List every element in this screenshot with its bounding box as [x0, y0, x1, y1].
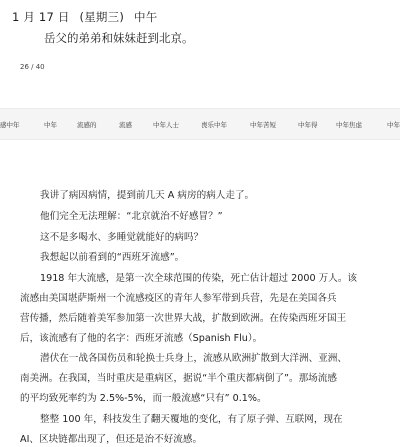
diary-time: 中午 — [134, 10, 158, 24]
article-line: 他们完全无法理解：“北京就治不好感冒？” — [40, 211, 223, 222]
tag-item[interactable]: 中年人士 — [153, 121, 179, 129]
tag-item[interactable]: 流感 — [119, 121, 132, 129]
diary-weekday: (星期三) — [79, 10, 125, 24]
article-line: 整整 100 年，科技发生了翻天覆地的变化，有了原子弹、互联网，现在 — [40, 414, 343, 425]
diary-date-line — [12, 9, 167, 25]
article-line: 1918 年大流感，是第一次全球范围的传染，死亡估计超过 2000 万人。该 — [40, 273, 358, 284]
article-line: 流感由美国堪萨斯州一个流感疫区的青年人参军带到兵营，先是在美国各兵 — [20, 293, 337, 304]
tag-item[interactable]: 喪乐中年 — [201, 121, 227, 129]
article-line: 的平均致死率约为 2.5%-5%，而一般流感“只有” 0.1%。 — [20, 393, 267, 404]
tag-item[interactable]: 中年得 — [298, 121, 318, 129]
tag-item[interactable]: 中年 — [387, 121, 400, 129]
tag-item[interactable]: 中年焦虑 — [336, 121, 362, 129]
tag-item[interactable]: 流感的 — [77, 121, 97, 129]
article-line: 这不是多喝水、多睡觉就能好的病吗？ — [40, 232, 204, 243]
diary-header — [0, 0, 400, 92]
tag-item[interactable]: 中年苦短 — [250, 121, 276, 129]
article-line: 南美洲。在我国，当时重庆是重病区，据说“半个重庆都病倒了”。那场流感 — [20, 373, 337, 384]
article-line: 我想起以前看到的“西班牙流感”。 — [40, 252, 185, 263]
page-indicator: 26 / 40 — [20, 63, 45, 71]
article-line: AI、区块链都出现了，但还是治不好流感。 — [20, 434, 203, 445]
article-line: 营传播，然后随着美军参加第一次世界大战，扩散到欧洲。在传染西班牙国王 — [20, 313, 347, 324]
diary-entry-text: 岳父的弟弟和妹妹赶到北京。 — [44, 31, 194, 45]
article-line: 我讲了病因病情，提到前几天 A 病房的病人走了。 — [40, 190, 255, 201]
tag-bar — [0, 108, 400, 140]
tag-item[interactable]: 中年 — [44, 121, 57, 129]
article-line: 潜伏在一战各国伤员和轮换士兵身上，流感从欧洲扩散到大洋洲、亚洲、 — [40, 353, 347, 364]
tag-item[interactable]: 感中年 — [0, 121, 20, 129]
article-line: 后，该流感有了他的名字：西班牙流感（Spanish Flu）。 — [20, 333, 263, 344]
diary-date: 1 月 17 日 — [12, 10, 70, 24]
